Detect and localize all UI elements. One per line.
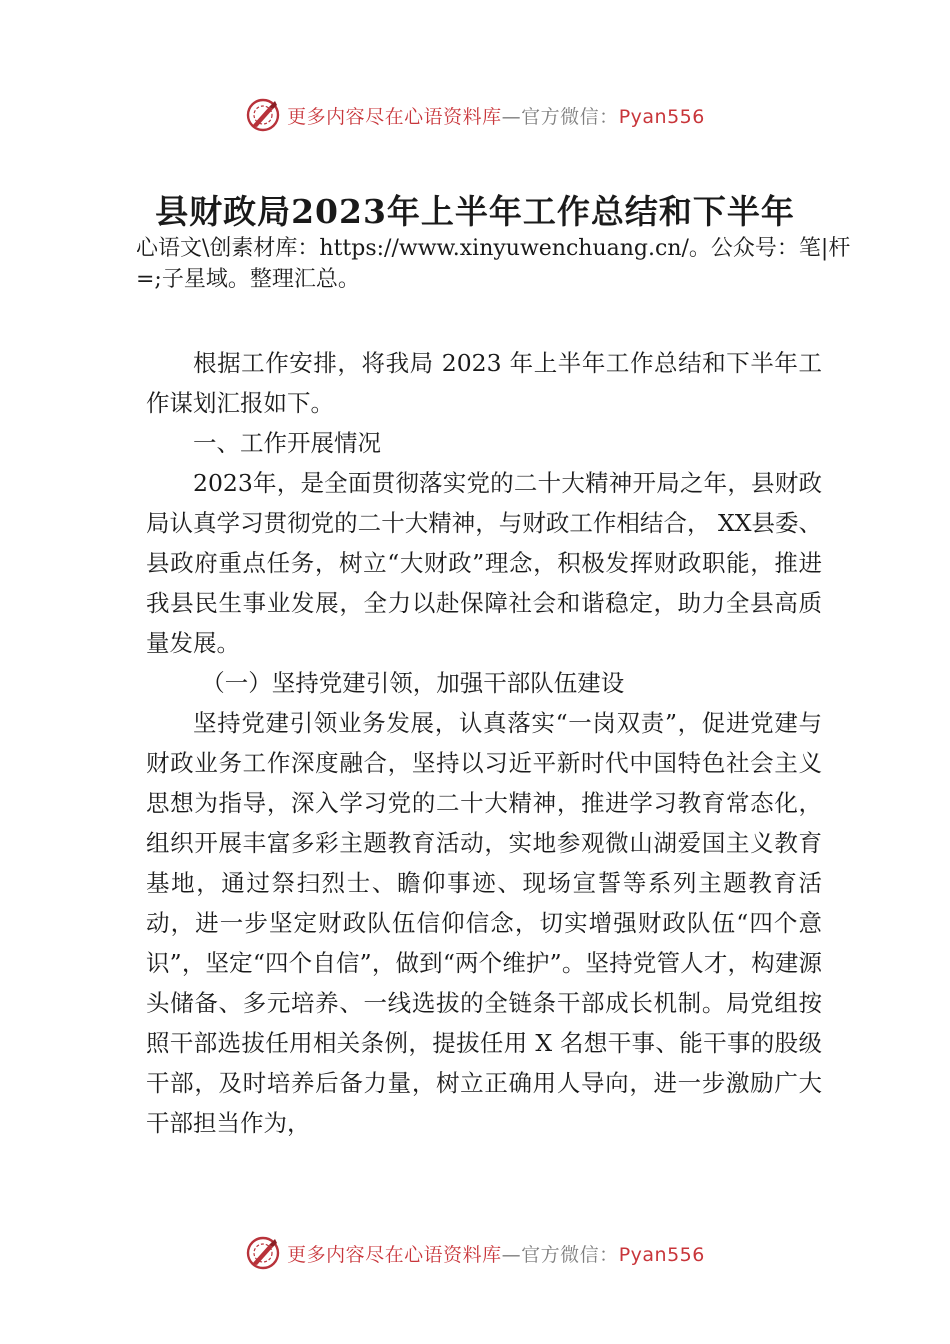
banner-wx-id: Pyan556	[618, 1243, 705, 1266]
header-banner	[0, 95, 950, 135]
subsection-heading: （一）坚持党建引领，加强干部队伍建设	[201, 669, 625, 697]
document-body	[146, 343, 822, 1143]
banner-main: 更多内容尽在心语资料库	[287, 105, 502, 128]
source-note: 心语文\创素材库：https://www.xinyuwenchuang.cn/。公众号：笔|杆=;子星域。整理汇总。	[136, 236, 851, 292]
banner-text	[287, 102, 705, 129]
document-title: 县财政局2023年上半年工作总结和下半年	[155, 192, 795, 231]
pen-nib-circle-icon	[245, 97, 281, 133]
paragraph-overview: 2023年，是全面贯彻落实党的二十大精神开局之年，县财政局认真学习贯彻党的二十大精神，与财政工作相结合， XX县委、县政府重点任务，树立“大财政”理念，积极发挥财政职能，推进我县民生事业发展，全力以赴保障社会和谐稳定，助力全县高质量发展。	[146, 469, 822, 657]
pen-nib-circle-icon	[245, 1235, 281, 1271]
section-heading: 一、工作开展情况	[193, 429, 381, 457]
footer-banner	[0, 1233, 950, 1273]
banner-wx-id: Pyan556	[618, 105, 705, 128]
banner-text	[287, 1240, 705, 1267]
banner-separator: —	[501, 1243, 522, 1266]
paragraph-intro: 根据工作安排，将我局 2023 年上半年工作总结和下半年工作谋划汇报如下。	[146, 349, 822, 417]
paragraph-party-building: 坚持党建引领业务发展，认真落实“一岗双责”，促进党建与财政业务工作深度融合，坚持以习近平新时代中国特色社会主义思想为指导，深入学习党的二十大精神，推进学习教育常态化，组织开展丰富多彩主题教育活动，实地参观微山湖爱国主义教育基地，通过祭扫烈士、瞻仰事迹、现场宣誓等系列主题教育活动，进一步坚定财政队伍信仰信念，切实增强财政队伍“四个意识”，坚定“四个自信”，做到“两个维护”。坚持党管人才，构建源头储备、多元培养、一线选拔的全链条干部成长机制。局党组按照干部选拔任用相关条例，提拔任用 X 名想干事、能干事的股级干部，及时培养后备力量，树立正确用人导向，进一步激励广大干部担当作为，	[146, 709, 822, 1137]
banner-main: 更多内容尽在心语资料库	[287, 1243, 502, 1266]
banner-wx-label: 官方微信：	[521, 1243, 619, 1266]
banner-separator: —	[501, 105, 522, 128]
banner-wx-label: 官方微信：	[521, 105, 619, 128]
